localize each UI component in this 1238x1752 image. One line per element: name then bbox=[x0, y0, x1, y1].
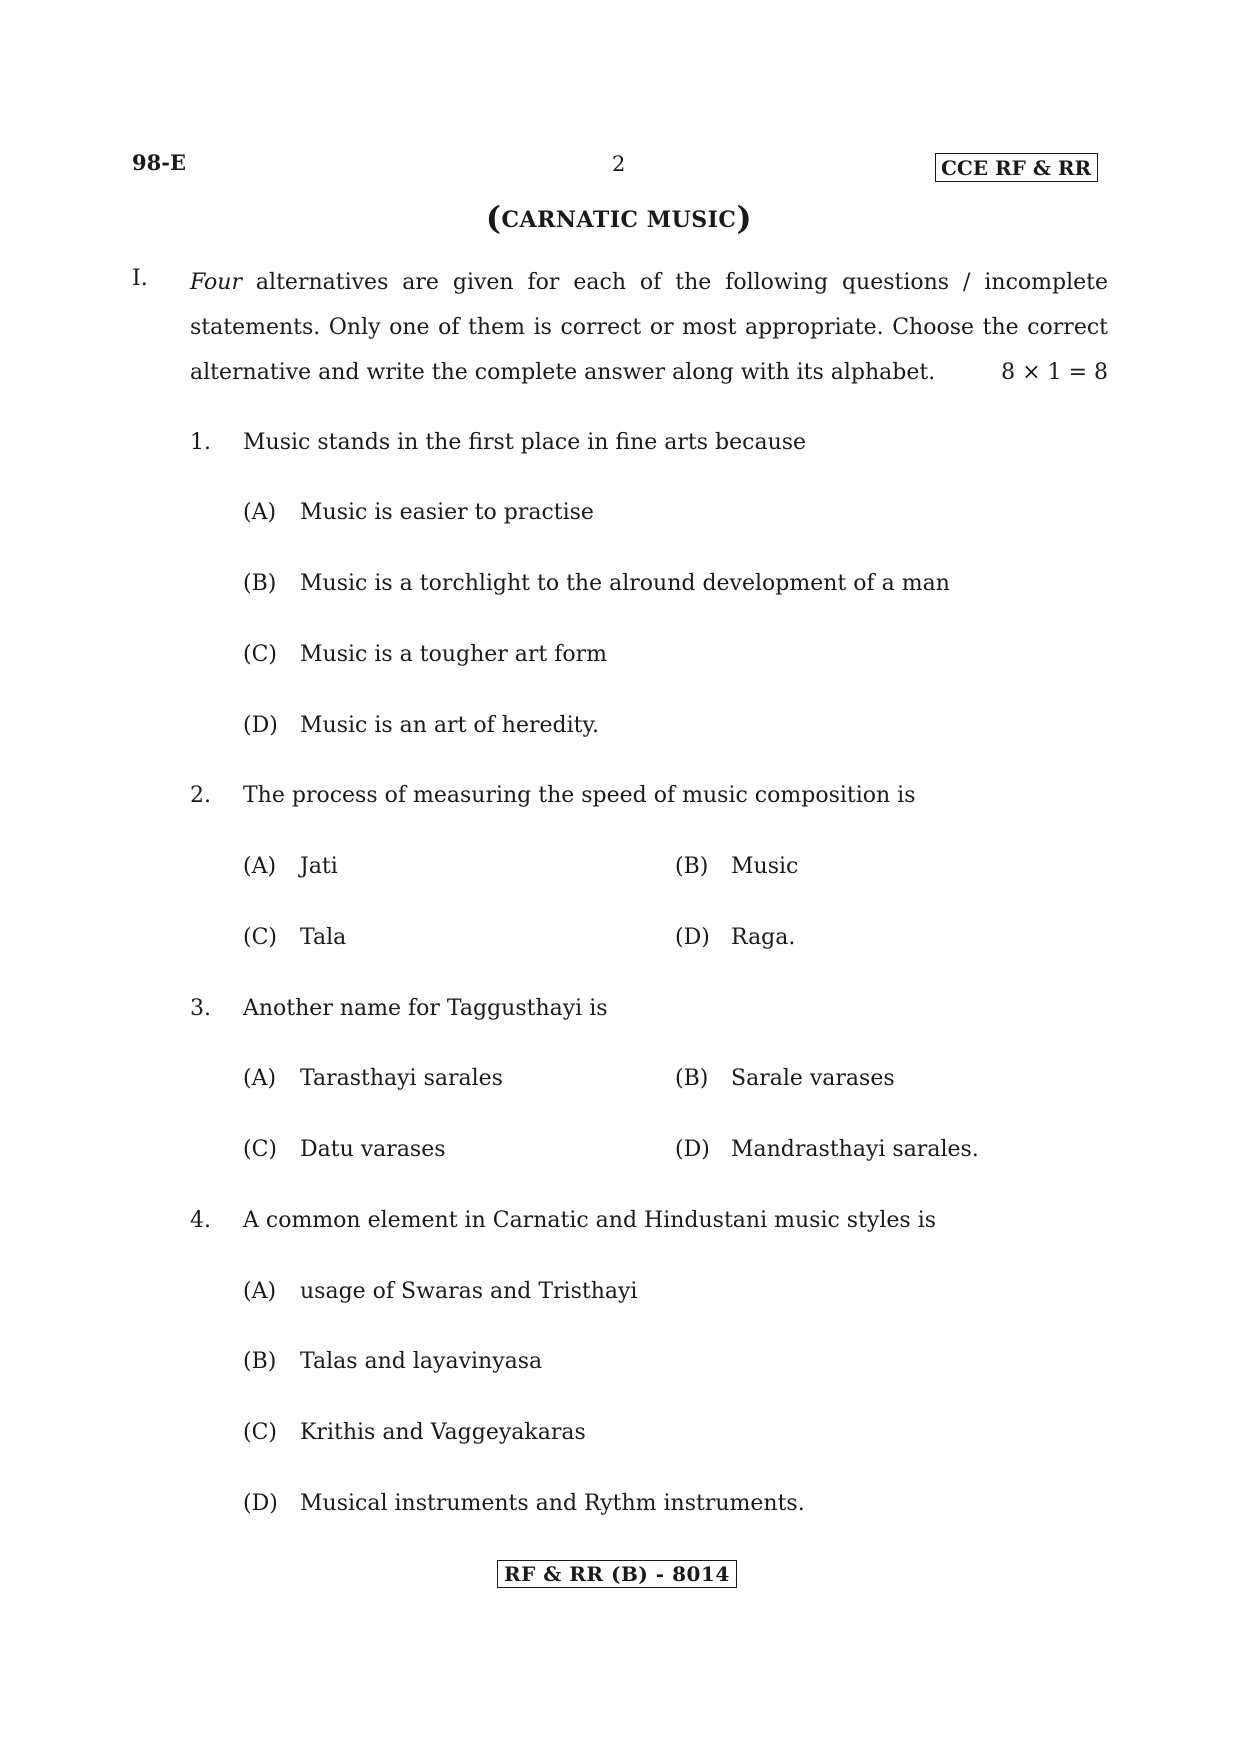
option-text: Music is a tougher art form bbox=[300, 642, 608, 667]
option-text: Mandrasthayi sarales. bbox=[731, 1137, 979, 1162]
option-label: (B) bbox=[675, 854, 709, 879]
option-text: Musical instruments and Rythm instruments. bbox=[300, 1491, 805, 1516]
title-close-paren: ) bbox=[736, 199, 753, 237]
option-text: Raga. bbox=[731, 925, 796, 950]
question-text: Music stands in the first place in fine arts because bbox=[243, 430, 807, 455]
option-text: Talas and layavinyasa bbox=[300, 1349, 543, 1374]
option-text: Jati bbox=[300, 854, 338, 879]
section-number: I. bbox=[132, 266, 148, 291]
option-text: Music bbox=[731, 854, 799, 879]
instruction-text bbox=[190, 260, 1108, 395]
question-text: A common element in Carnatic and Hindustani music styles is bbox=[243, 1208, 937, 1233]
option-label: (A) bbox=[243, 1279, 277, 1304]
instruction-line-2: statements. Only one of them is correct or most appropriate. Choose the correct bbox=[190, 315, 1108, 340]
option-label: (A) bbox=[243, 854, 277, 879]
footer-code-box: RF & RR (B) - 8014 bbox=[497, 1560, 737, 1588]
option-text: Music is a torchlight to the alround development of a man bbox=[300, 571, 950, 596]
question-text: The process of measuring the speed of music composition is bbox=[243, 783, 916, 808]
option-text: Music is easier to practise bbox=[300, 500, 594, 525]
option-label: (D) bbox=[675, 1137, 710, 1162]
marks-allocation: 8 × 1 = 8 bbox=[1001, 360, 1108, 385]
question-text: Another name for Taggusthayi is bbox=[243, 996, 608, 1021]
paper-code: 98-E bbox=[132, 150, 186, 175]
option-text: Tarasthayi sarales bbox=[300, 1066, 503, 1091]
option-label: (B) bbox=[675, 1066, 709, 1091]
question-number: 3. bbox=[190, 996, 211, 1021]
question-number: 4. bbox=[190, 1208, 211, 1233]
option-label: (A) bbox=[243, 1066, 277, 1091]
section-title bbox=[0, 197, 1238, 235]
option-label: (B) bbox=[243, 1349, 277, 1374]
title-text: CARNATIC MUSIC bbox=[501, 207, 737, 233]
option-label: (C) bbox=[243, 642, 277, 667]
option-label: (D) bbox=[675, 925, 710, 950]
option-label: (D) bbox=[243, 1491, 278, 1516]
page-number: 2 bbox=[612, 152, 626, 176]
instruction-lead-word: Four bbox=[190, 270, 242, 295]
exam-code-box: CCE RF & RR bbox=[935, 153, 1098, 182]
option-text: Music is an art of heredity. bbox=[300, 713, 599, 738]
option-text: Datu varases bbox=[300, 1137, 446, 1162]
option-label: (D) bbox=[243, 713, 278, 738]
option-text: Tala bbox=[300, 925, 347, 950]
instruction-line-3 bbox=[190, 350, 1108, 395]
option-text: Sarale varases bbox=[731, 1066, 895, 1091]
option-text: Krithis and Vaggeyakaras bbox=[300, 1420, 586, 1445]
question-number: 1. bbox=[190, 430, 211, 455]
question-number: 2. bbox=[190, 783, 211, 808]
option-label: (A) bbox=[243, 500, 277, 525]
option-label: (C) bbox=[243, 1137, 277, 1162]
instruction-line-1-rest: alternatives are given for each of the following questions / incomplete bbox=[242, 270, 1108, 295]
option-text: usage of Swaras and Tristhayi bbox=[300, 1279, 638, 1304]
option-label: (C) bbox=[243, 1420, 277, 1445]
instruction-line-3-text: alternative and write the complete answer along with its alphabet. bbox=[190, 360, 936, 385]
option-label: (B) bbox=[243, 571, 277, 596]
option-label: (C) bbox=[243, 925, 277, 950]
instruction-line-1 bbox=[190, 260, 1108, 305]
title-open-paren: ( bbox=[485, 199, 502, 237]
